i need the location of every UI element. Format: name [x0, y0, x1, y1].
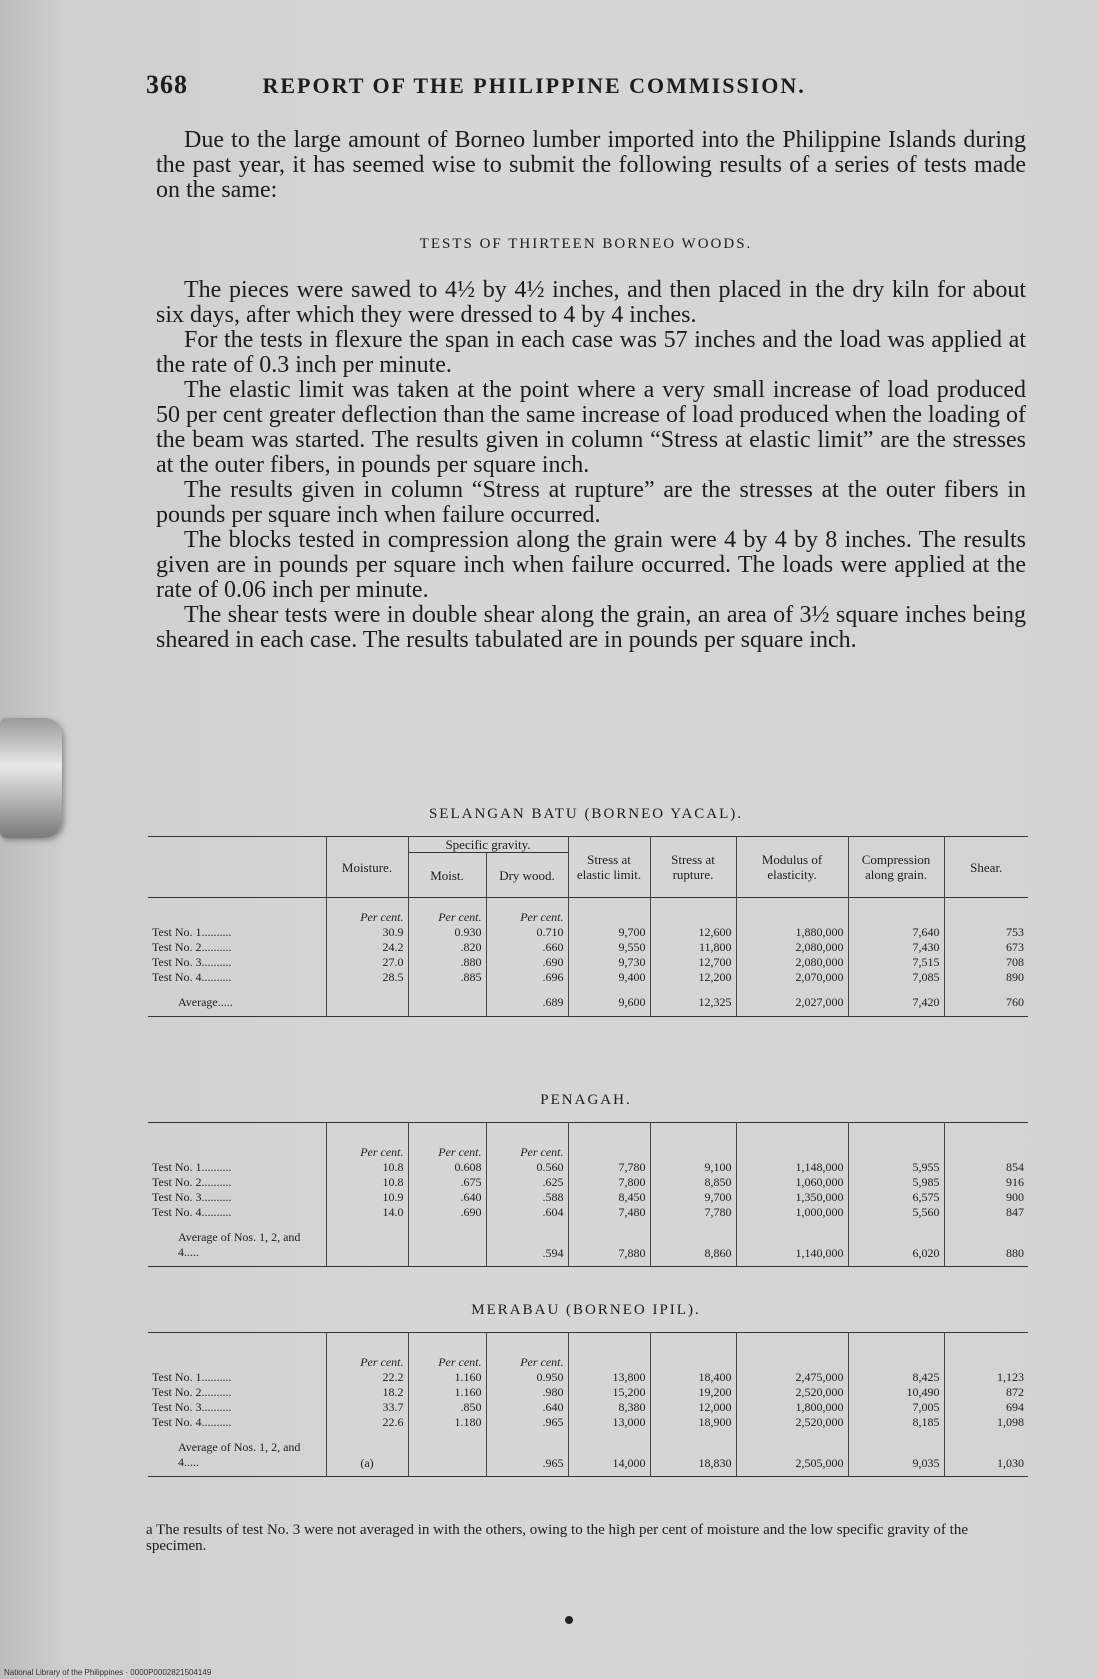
cell-compression: 8,425 — [848, 1370, 944, 1385]
cell-elastic: 8,380 — [568, 1400, 650, 1415]
cell-compression: 8,185 — [848, 1415, 944, 1430]
cell-dry: .625 — [486, 1175, 568, 1190]
cell-modulus: 2,505,000 — [736, 1430, 848, 1477]
cell-rupture: 8,850 — [650, 1175, 736, 1190]
cell-rupture: 12,000 — [650, 1400, 736, 1415]
cell-moisture: 14.0 — [326, 1205, 408, 1220]
cell-elastic: 14,000 — [568, 1430, 650, 1477]
row-label: Test No. 2.......... — [152, 940, 232, 954]
average-row — [148, 1220, 1028, 1267]
table-row — [148, 925, 1028, 940]
cell-moist: 0.608 — [408, 1160, 486, 1175]
cell-elastic: 9,550 — [568, 940, 650, 955]
table-title: PENAGAH. — [540, 1092, 632, 1108]
cell-moist — [408, 1430, 486, 1477]
col-moisture: Moisture. — [326, 837, 408, 898]
cell-modulus: 2,080,000 — [736, 940, 848, 955]
running-title: REPORT OF THE PHILIPPINE COMMISSION. — [262, 73, 806, 98]
cell-moist: 0.930 — [408, 925, 486, 940]
cell-moisture: 30.9 — [326, 925, 408, 940]
row-label: Test No. 1.......... — [152, 1370, 232, 1384]
cell-moist: 1.160 — [408, 1370, 486, 1385]
table-row — [148, 970, 1028, 985]
cell-rupture: 12,200 — [650, 970, 736, 985]
cell-elastic: 7,800 — [568, 1175, 650, 1190]
table-row — [148, 1385, 1028, 1400]
cell-rupture: 12,325 — [650, 985, 736, 1017]
cell-rupture: 9,700 — [650, 1190, 736, 1205]
cell-shear: 847 — [944, 1205, 1028, 1220]
unit-label: Per cent. — [326, 898, 408, 926]
cell-dry: .594 — [486, 1220, 568, 1267]
cell-modulus: 2,475,000 — [736, 1370, 848, 1385]
table-title: SELANGAN BATU (BORNEO YACAL). — [428, 806, 744, 822]
cell-rupture: 19,200 — [650, 1385, 736, 1400]
cell-rupture: 18,900 — [650, 1415, 736, 1430]
cell-compression: 7,640 — [848, 925, 944, 940]
cell-rupture: 9,100 — [650, 1160, 736, 1175]
cell-shear: 753 — [944, 925, 1028, 940]
paragraph: For the tests in flexure the span in each case was 57 inches and the load was applied at the rate of 0.3 inch per minute. — [156, 327, 1026, 378]
cell-dry: .980 — [486, 1385, 568, 1400]
cell-modulus: 1,148,000 — [736, 1160, 848, 1175]
row-label: Test No. 3.......... — [152, 1400, 232, 1414]
cell-compression: 10,490 — [848, 1385, 944, 1400]
cell-modulus: 1,350,000 — [736, 1190, 848, 1205]
cell-moisture: 22.6 — [326, 1415, 408, 1430]
cell-shear: 708 — [944, 955, 1028, 970]
cell-elastic: 7,780 — [568, 1160, 650, 1175]
data-table-merabau — [148, 1332, 1028, 1477]
cell-moist: .850 — [408, 1400, 486, 1415]
cell-modulus: 1,060,000 — [736, 1175, 848, 1190]
cell-rupture: 18,400 — [650, 1370, 736, 1385]
cell-shear: 854 — [944, 1160, 1028, 1175]
cell-moisture: 24.2 — [326, 940, 408, 955]
cell-moist: .675 — [408, 1175, 486, 1190]
cell-compression: 5,560 — [848, 1205, 944, 1220]
unit-label: Per cent. — [408, 898, 486, 926]
col-modulus: Modulus of elasticity. — [736, 837, 848, 898]
cell-modulus: 1,800,000 — [736, 1400, 848, 1415]
paragraph: The elastic limit was taken at the point where a very small increase of load produced 50 per cent greater deflection than the same increase of load produced when the loading of the beam was started. The results given in column “Stress at elastic limit” are the stresses at the outer fibers, in pounds per square inch. — [156, 377, 1026, 478]
cell-moisture-footnote-ref: (a) — [326, 1430, 408, 1477]
cell-compression: 5,985 — [848, 1175, 944, 1190]
scan-credit: National Library of the Philippines · 0000P0002821504149 — [4, 1668, 212, 1677]
paragraph: The blocks tested in compression along the grain were 4 by 4 by 8 inches. The results given are in pounds per square inch when failure occurred. The loads were applied at the rate of 0.06 inch per minute. — [156, 527, 1026, 603]
cell-rupture: 8,860 — [650, 1220, 736, 1267]
cell-moist: .820 — [408, 940, 486, 955]
cell-elastic: 13,800 — [568, 1370, 650, 1385]
cell-moist: .885 — [408, 970, 486, 985]
cell-shear: 1,030 — [944, 1430, 1028, 1477]
cell-shear: 916 — [944, 1175, 1028, 1190]
table-row — [148, 1160, 1028, 1175]
average-row — [148, 1430, 1028, 1477]
cell-elastic: 7,880 — [568, 1220, 650, 1267]
cell-compression: 7,085 — [848, 970, 944, 985]
cell-elastic: 9,400 — [568, 970, 650, 985]
cell-modulus: 1,000,000 — [736, 1205, 848, 1220]
cell-compression: 6,020 — [848, 1220, 944, 1267]
col-specific-gravity: Specific gravity. — [408, 837, 568, 853]
cell-moist — [408, 1220, 486, 1267]
col-compression: Compression along grain. — [848, 837, 944, 898]
cell-dry: 0.950 — [486, 1370, 568, 1385]
cell-elastic: 13,000 — [568, 1415, 650, 1430]
cell-moisture: 10.8 — [326, 1175, 408, 1190]
intro-text: Due to the large amount of Borneo lumber imported into the Philippine Islands during the past year, it has seemed wise to submit the following results of a series of tests made on the same: — [156, 127, 1026, 203]
cell-dry: .588 — [486, 1190, 568, 1205]
cell-dry: .689 — [486, 985, 568, 1017]
col-dry-wood: Dry wood. — [486, 853, 568, 898]
cell-modulus: 2,080,000 — [736, 955, 848, 970]
row-label: Test No. 4.......... — [152, 1415, 232, 1429]
cell-moist: .880 — [408, 955, 486, 970]
table-row — [148, 1175, 1028, 1190]
row-label: Average of Nos. 1, 2, and 4..... — [178, 1230, 301, 1259]
average-row — [148, 985, 1028, 1017]
cell-rupture: 12,600 — [650, 925, 736, 940]
cell-moist: .640 — [408, 1190, 486, 1205]
row-label: Test No. 4.......... — [152, 970, 232, 984]
cell-rupture: 7,780 — [650, 1205, 736, 1220]
table-row — [148, 1190, 1028, 1205]
cell-rupture: 18,830 — [650, 1430, 736, 1477]
row-label: Test No. 1.......... — [152, 925, 232, 939]
unit-label: Per cent. — [486, 1333, 568, 1371]
cell-shear: 872 — [944, 1385, 1028, 1400]
methods-text — [156, 278, 1026, 653]
cell-modulus: 2,027,000 — [736, 985, 848, 1017]
row-label: Test No. 3.......... — [152, 1190, 232, 1204]
cell-dry: .660 — [486, 940, 568, 955]
cell-moisture: 18.2 — [326, 1385, 408, 1400]
cell-shear: 760 — [944, 985, 1028, 1017]
cell-elastic: 9,730 — [568, 955, 650, 970]
cell-moisture: 10.9 — [326, 1190, 408, 1205]
cell-dry: .696 — [486, 970, 568, 985]
cell-dry: 0.560 — [486, 1160, 568, 1175]
cell-compression: 5,955 — [848, 1160, 944, 1175]
cell-compression: 7,005 — [848, 1400, 944, 1415]
cell-dry: .640 — [486, 1400, 568, 1415]
page-dot — [565, 1616, 573, 1624]
row-label: Test No. 2.......... — [152, 1385, 232, 1399]
cell-dry: .690 — [486, 955, 568, 970]
cell-modulus: 1,880,000 — [736, 925, 848, 940]
cell-moisture — [326, 1220, 408, 1267]
cell-moisture: 27.0 — [326, 955, 408, 970]
cell-moisture: 33.7 — [326, 1400, 408, 1415]
cell-moist: 1.180 — [408, 1415, 486, 1430]
table-row — [148, 1205, 1028, 1220]
cell-moist: .690 — [408, 1205, 486, 1220]
data-table-penagah — [148, 1122, 1028, 1267]
cell-moisture: 28.5 — [326, 970, 408, 985]
cell-moisture — [326, 985, 408, 1017]
paragraph: The shear tests were in double shear along the grain, an area of 3½ square inches being sheared in each case. The results tabulated are in pounds per square inch. — [156, 602, 1026, 653]
cell-shear: 694 — [944, 1400, 1028, 1415]
row-label: Average..... — [178, 995, 233, 1009]
unit-label: Per cent. — [408, 1333, 486, 1371]
table-row — [148, 1370, 1028, 1385]
corner-cell — [148, 837, 326, 898]
binder-clip — [0, 718, 62, 838]
cell-modulus: 2,520,000 — [736, 1385, 848, 1400]
paragraph: The pieces were sawed to 4½ by 4½ inches, and then placed in the dry kiln for about six days, after which they were dressed to 4 by 4 inches. — [156, 277, 1026, 328]
unit-label: Per cent. — [486, 898, 568, 926]
page-header — [146, 70, 1026, 100]
cell-compression: 7,430 — [848, 940, 944, 955]
cell-moisture: 10.8 — [326, 1160, 408, 1175]
table-title: MERABAU (BORNEO IPIL). — [471, 1302, 701, 1318]
row-label: Average of Nos. 1, 2, and 4..... — [178, 1440, 301, 1469]
row-label: Test No. 1.......... — [152, 1160, 232, 1174]
cell-shear: 890 — [944, 970, 1028, 985]
cell-dry: 0.710 — [486, 925, 568, 940]
row-label: Test No. 2.......... — [152, 1175, 232, 1189]
cell-compression: 9,035 — [848, 1430, 944, 1477]
intro-paragraph — [156, 128, 1026, 203]
cell-moist — [408, 985, 486, 1017]
cell-shear: 1,123 — [944, 1370, 1028, 1385]
cell-elastic: 9,700 — [568, 925, 650, 940]
col-moist: Moist. — [408, 853, 486, 898]
unit-label: Per cent. — [326, 1333, 408, 1371]
cell-compression: 6,575 — [848, 1190, 944, 1205]
unit-label: Per cent. — [326, 1123, 408, 1161]
col-stress-elastic: Stress at elastic limit. — [568, 837, 650, 898]
cell-dry: .604 — [486, 1205, 568, 1220]
cell-shear: 880 — [944, 1220, 1028, 1267]
cell-elastic: 15,200 — [568, 1385, 650, 1400]
cell-modulus: 1,140,000 — [736, 1220, 848, 1267]
unit-label: Per cent. — [486, 1123, 568, 1161]
table-row — [148, 940, 1028, 955]
footnote: a The results of test No. 3 were not averaged in with the others, owing to the high per cent of moisture and the low specific gravity of the specimen. — [146, 1522, 968, 1554]
table-row — [148, 1415, 1028, 1430]
cell-dry: .965 — [486, 1415, 568, 1430]
cell-elastic: 8,450 — [568, 1190, 650, 1205]
col-stress-rupture: Stress at rupture. — [650, 837, 736, 898]
cell-shear: 673 — [944, 940, 1028, 955]
cell-rupture: 12,700 — [650, 955, 736, 970]
cell-dry: .965 — [486, 1430, 568, 1477]
cell-modulus: 2,070,000 — [736, 970, 848, 985]
section-title: TESTS OF THIRTEEN BORNEO WOODS. — [419, 236, 753, 252]
cell-elastic: 9,600 — [568, 985, 650, 1017]
data-table-selangan-batu — [148, 836, 1028, 1017]
unit-label: Per cent. — [408, 1123, 486, 1161]
paragraph: The results given in column “Stress at rupture” are the stresses at the outer fibers in pounds per square inch when failure occurred. — [156, 477, 1026, 528]
page-number: 368 — [146, 70, 188, 99]
cell-moist: 1.160 — [408, 1385, 486, 1400]
table-row — [148, 955, 1028, 970]
cell-elastic: 7,480 — [568, 1205, 650, 1220]
cell-shear: 1,098 — [944, 1415, 1028, 1430]
cell-rupture: 11,800 — [650, 940, 736, 955]
row-label: Test No. 4.......... — [152, 1205, 232, 1219]
col-shear: Shear. — [944, 837, 1028, 898]
cell-compression: 7,515 — [848, 955, 944, 970]
cell-moisture: 22.2 — [326, 1370, 408, 1385]
row-label: Test No. 3.......... — [152, 955, 232, 969]
cell-shear: 900 — [944, 1190, 1028, 1205]
table-row — [148, 1400, 1028, 1415]
cell-compression: 7,420 — [848, 985, 944, 1017]
cell-modulus: 2,520,000 — [736, 1415, 848, 1430]
